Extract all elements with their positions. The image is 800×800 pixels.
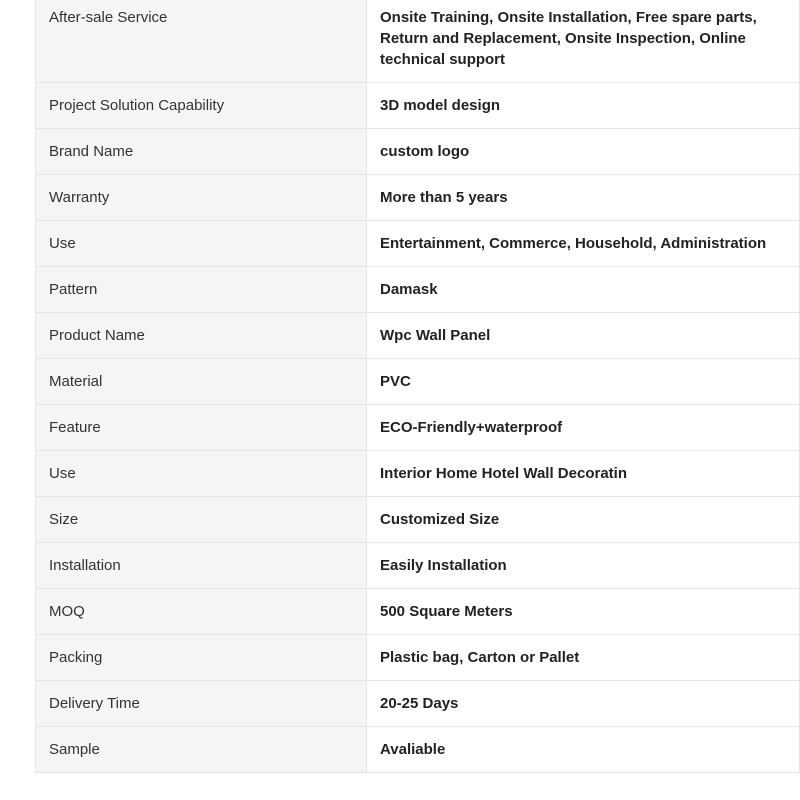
spec-value: Interior Home Hotel Wall Decoratin xyxy=(367,451,800,497)
spec-table-body xyxy=(36,0,800,773)
spec-value: Avaliable xyxy=(367,727,800,773)
spec-label: Delivery Time xyxy=(36,681,367,727)
spec-value: custom logo xyxy=(367,129,800,175)
spec-row xyxy=(36,543,800,589)
spec-value: Wpc Wall Panel xyxy=(367,313,800,359)
spec-row xyxy=(36,497,800,543)
spec-label: Installation xyxy=(36,543,367,589)
spec-value: Damask xyxy=(367,267,800,313)
spec-label: Material xyxy=(36,359,367,405)
spec-row xyxy=(36,129,800,175)
spec-label: Warranty xyxy=(36,175,367,221)
spec-value: Entertainment, Commerce, Household, Administration xyxy=(367,221,800,267)
spec-value: Onsite Training, Onsite Installation, Free spare parts, Return and Replacement, Onsite Inspection, Online technical support xyxy=(367,0,800,83)
spec-row xyxy=(36,359,800,405)
spec-row xyxy=(36,405,800,451)
spec-label: MOQ xyxy=(36,589,367,635)
spec-label: Product Name xyxy=(36,313,367,359)
spec-row xyxy=(36,727,800,773)
spec-row xyxy=(36,175,800,221)
spec-value: 500 Square Meters xyxy=(367,589,800,635)
spec-value: Easily Installation xyxy=(367,543,800,589)
spec-label: Size xyxy=(36,497,367,543)
spec-value: Plastic bag, Carton or Pallet xyxy=(367,635,800,681)
spec-label: Use xyxy=(36,451,367,497)
spec-label: Project Solution Capability xyxy=(36,83,367,129)
spec-value: 3D model design xyxy=(367,83,800,129)
spec-value: PVC xyxy=(367,359,800,405)
spec-row xyxy=(36,451,800,497)
product-spec-table xyxy=(35,0,800,773)
spec-label: Use xyxy=(36,221,367,267)
spec-row xyxy=(36,635,800,681)
spec-row xyxy=(36,267,800,313)
spec-row xyxy=(36,221,800,267)
spec-row xyxy=(36,0,800,83)
spec-row xyxy=(36,83,800,129)
spec-label: Feature xyxy=(36,405,367,451)
spec-row xyxy=(36,589,800,635)
spec-value: More than 5 years xyxy=(367,175,800,221)
spec-label: Packing xyxy=(36,635,367,681)
spec-label: Brand Name xyxy=(36,129,367,175)
spec-label: After-sale Service xyxy=(36,0,367,83)
spec-value: ECO-Friendly+waterproof xyxy=(367,405,800,451)
spec-value: 20-25 Days xyxy=(367,681,800,727)
spec-label: Pattern xyxy=(36,267,367,313)
spec-label: Sample xyxy=(36,727,367,773)
spec-value: Customized Size xyxy=(367,497,800,543)
spec-row xyxy=(36,313,800,359)
spec-row xyxy=(36,681,800,727)
